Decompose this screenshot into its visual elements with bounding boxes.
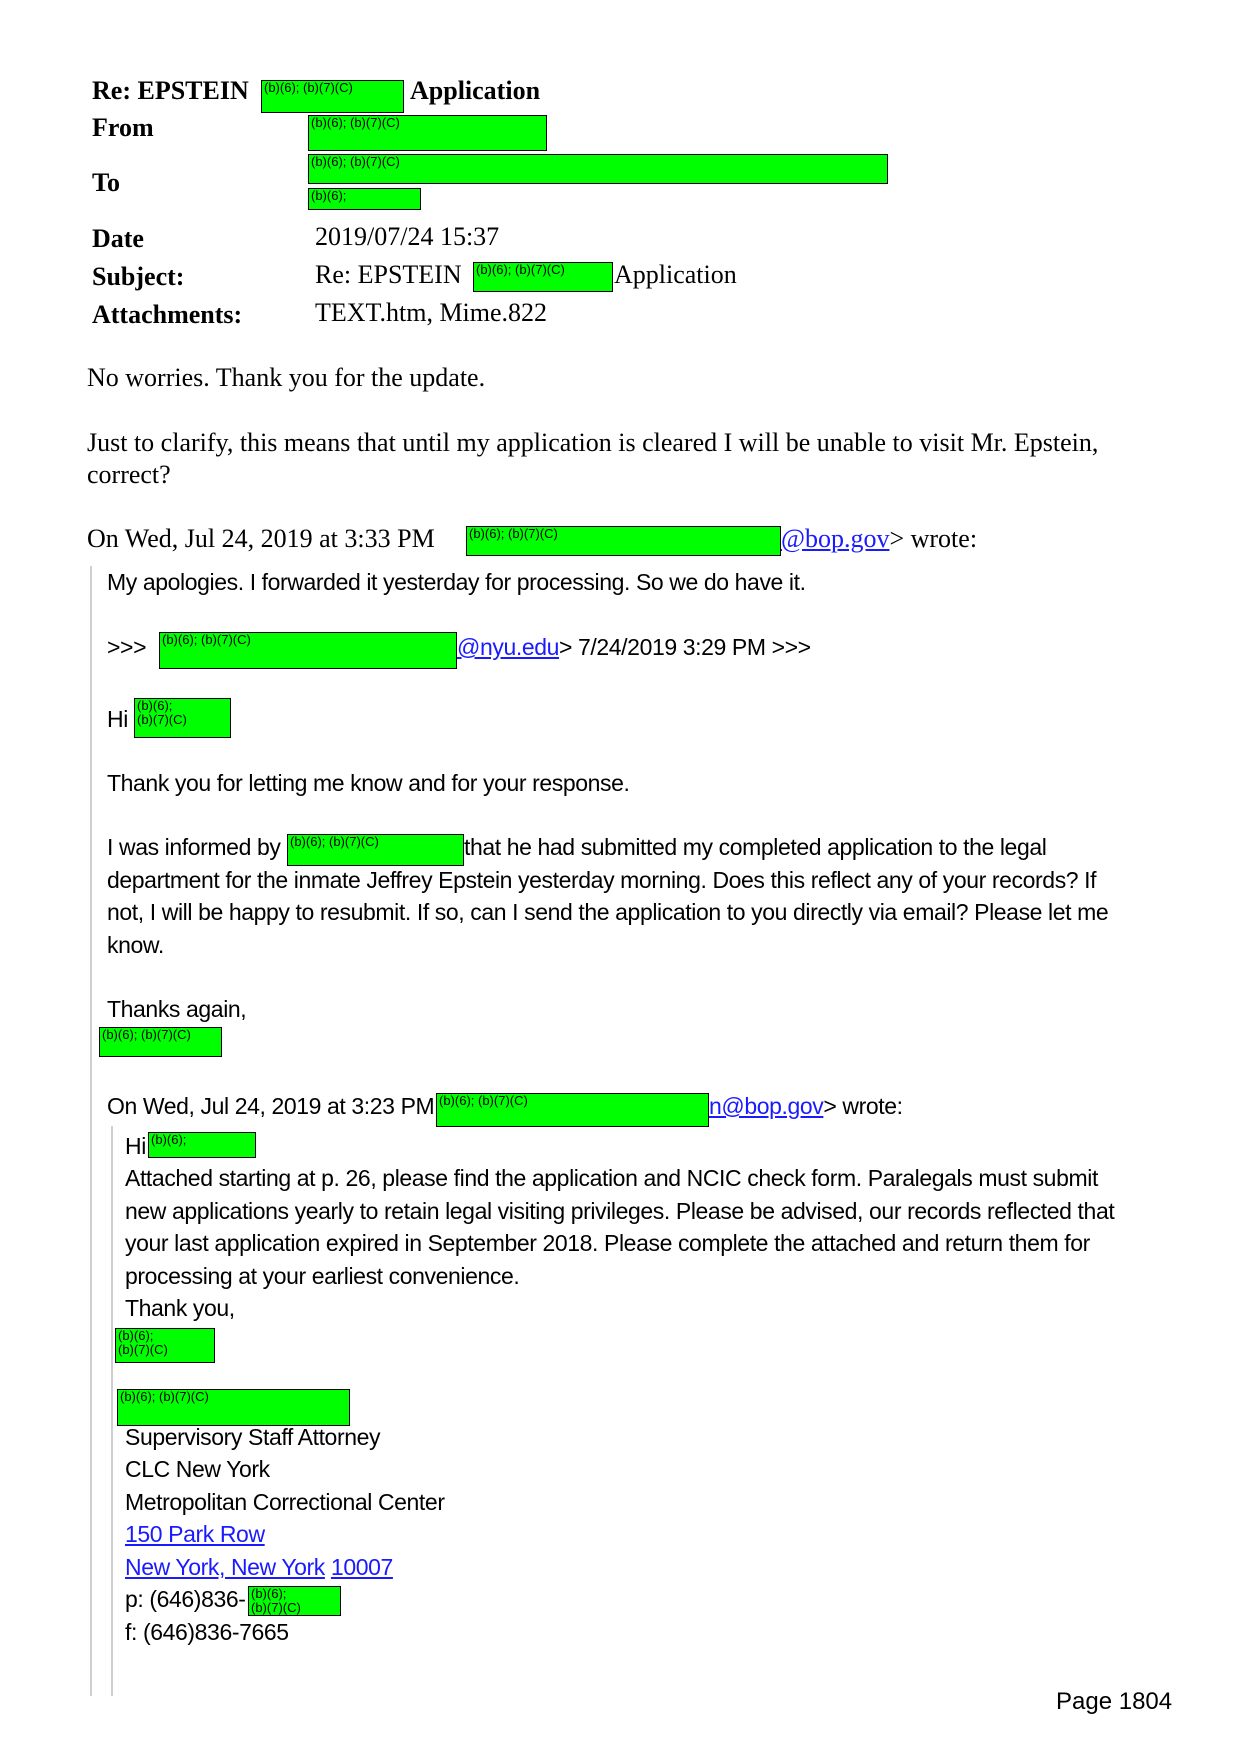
quote-line: that he had submitted my completed application to the legal	[464, 834, 1047, 860]
redaction-box: (b)(6); (b)(7)(C)	[287, 834, 464, 866]
redaction-box: (b)(6); (b)(7)(C)	[117, 1389, 350, 1426]
redaction-box: (b)(6); (b)(7)(C)	[159, 632, 457, 669]
bop-email-link[interactable]: @bop.gov	[781, 524, 890, 553]
quote-bar	[90, 566, 92, 1696]
address-link[interactable]: 150 Park Row	[125, 1521, 265, 1547]
title-prefix: Re: EPSTEIN	[92, 76, 249, 105]
reply-header	[87, 524, 435, 554]
signature-title: Supervisory Staff Attorney	[125, 1424, 381, 1450]
quote-line: department for the inmate Jeffrey Epstein yesterday morning. Does this reflect any of your records? If	[107, 867, 1097, 893]
title-suffix: Application	[410, 76, 541, 105]
redaction-box: (b)(6); (b)(7)(C)	[466, 526, 781, 556]
reply-suffix: > wrote:	[889, 524, 978, 553]
bop-email-link[interactable]: n@bop.gov	[709, 1093, 824, 1119]
quote-line: Thanks again,	[107, 996, 247, 1022]
quote-line: Attached starting at p. 26, please find the application and NCIC check form. Paralegals must submit	[125, 1165, 1098, 1191]
reply-header-tail	[781, 524, 977, 554]
zip-link[interactable]: 10007	[330, 1554, 393, 1580]
quote-header: On Wed, Jul 24, 2019 at 3:23 PM	[107, 1093, 435, 1119]
email-title	[92, 76, 249, 106]
greeting: Hi	[125, 1133, 146, 1159]
quote-line: not, I will be happy to resubmit. If so, can I send the application to you directly via email? Please let me	[107, 899, 1109, 925]
address-line	[125, 1554, 393, 1581]
redaction-box: (b)(6); (b)(7)(C)	[248, 1586, 341, 1616]
quote-line: processing at your earliest convenience.	[125, 1263, 520, 1289]
message-line: correct?	[87, 460, 171, 489]
message-line: Just to clarify, this means that until my application is cleared I will be unable to visit Mr. Epstein,	[87, 428, 1099, 457]
city-link[interactable]: New York, New York	[125, 1554, 325, 1580]
nyu-email-link[interactable]: @nyu.edu	[457, 634, 559, 660]
date-label: Date	[92, 224, 144, 253]
forward-tail	[457, 634, 811, 661]
quote-line: My apologies. I forwarded it yesterday for processing. So we do have it.	[107, 569, 806, 595]
date-value: 2019/07/24 15:37	[315, 222, 500, 251]
subject-suffix: Application	[614, 260, 737, 289]
quote-line: I was informed by	[107, 834, 281, 860]
redaction-box: (b)(6); (b)(7)(C)	[99, 1027, 222, 1057]
from-label: From	[92, 113, 154, 142]
redaction-box: (b)(6); (b)(7)(C)	[473, 262, 613, 292]
page-number: Page 1804	[1056, 1688, 1173, 1715]
redaction-box: (b)(6);	[308, 188, 421, 210]
redaction-box: (b)(6); (b)(7)(C)	[261, 80, 404, 113]
signature-org: CLC New York	[125, 1456, 270, 1482]
to-label: To	[92, 168, 120, 197]
redaction-box: (b)(6); (b)(7)(C)	[134, 698, 231, 738]
quote-header-tail	[709, 1093, 903, 1120]
phone-line: p: (646)836-	[125, 1586, 246, 1612]
subject-label: Subject:	[92, 262, 185, 291]
redaction-box: (b)(6); (b)(7)(C)	[308, 154, 888, 184]
quote-bar	[111, 1126, 113, 1696]
quote-suffix: > wrote:	[823, 1093, 903, 1119]
attachments-label: Attachments:	[92, 300, 243, 329]
message-line: No worries. Thank you for the update.	[87, 363, 486, 392]
forward-suffix: > 7/24/2019 3:29 PM >>>	[559, 634, 811, 660]
quote-line: your last application expired in September 2018. Please complete the attached and return them for	[125, 1230, 1090, 1256]
fax-line: f: (646)836-7665	[125, 1619, 289, 1645]
quote-line: Thank you for letting me know and for your response.	[107, 770, 630, 796]
reply-prefix: On Wed, Jul 24, 2019 at 3:33 PM	[87, 524, 435, 553]
quote-line: new applications yearly to retain legal visiting privileges. Please be advised, our records reflected that	[125, 1198, 1115, 1224]
signature-org: Metropolitan Correctional Center	[125, 1489, 445, 1515]
redaction-box: (b)(6);	[148, 1132, 256, 1158]
redaction-box: (b)(6); (b)(7)(C)	[436, 1093, 709, 1127]
quote-line: Thank you,	[125, 1295, 235, 1321]
subject-prefix: Re: EPSTEIN	[315, 260, 462, 289]
greeting: Hi	[107, 706, 128, 732]
redaction-box: (b)(6); (b)(7)(C)	[308, 115, 547, 151]
redaction-box: (b)(6); (b)(7)(C)	[115, 1328, 215, 1363]
quote-line: know.	[107, 932, 164, 958]
forward-prefix: >>>	[107, 634, 147, 660]
attachments-value: TEXT.htm, Mime.822	[315, 298, 548, 327]
